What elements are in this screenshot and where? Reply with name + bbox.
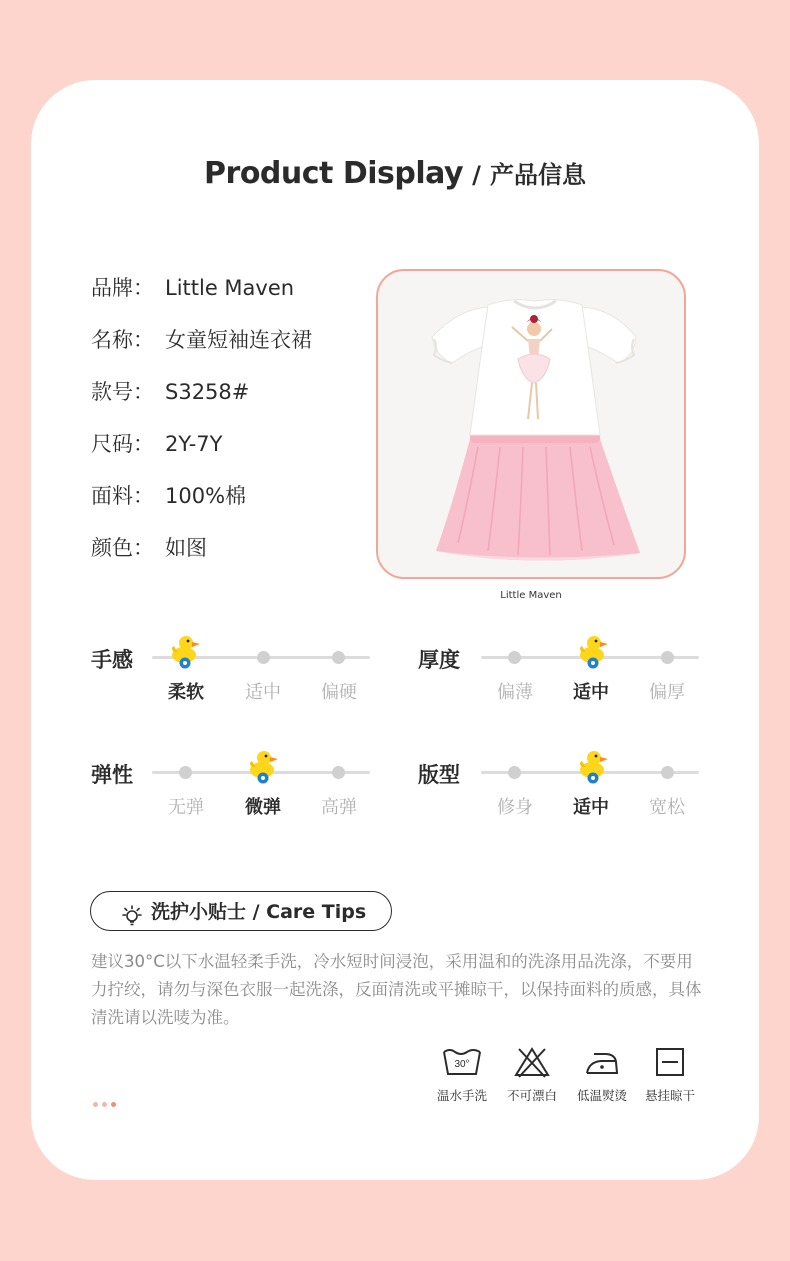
title-zh: 产品信息 <box>489 161 586 189</box>
care-item-hand-wash <box>426 1046 498 1104</box>
duck-marker-icon <box>576 632 610 670</box>
care-tips-pill <box>90 891 392 931</box>
scale-dot <box>508 766 521 779</box>
photo-caption: Little Maven <box>500 590 562 601</box>
scale-dot <box>508 651 521 664</box>
scale-dot <box>661 651 674 664</box>
info-key: 尺码： <box>91 432 154 456</box>
scale-option: 偏薄 <box>497 682 533 703</box>
care-item-no-bleach <box>496 1046 568 1104</box>
info-value: 如图 <box>165 536 207 560</box>
info-row-size <box>91 428 312 480</box>
scale-option: 适中 <box>245 682 281 703</box>
care-label: 低温熨烫 <box>576 1088 627 1103</box>
info-key: 名称： <box>91 328 154 352</box>
care-label: 温水手洗 <box>436 1088 487 1103</box>
info-value: 2Y-7Y <box>165 432 223 456</box>
scale-option: 修身 <box>497 797 533 818</box>
care-instructions: 建议30°C以下水温轻柔手洗，冷水短时间浸泡，采用温和的洗涤用品洗涤，不要用力拧绞，请勿与深色衣服一起洗涤，反面清洗或平摊晾干，以保持面料的质感，具体清洗请以洗唛为准。 <box>91 952 702 1027</box>
scale-dot <box>332 651 345 664</box>
info-row-color <box>91 532 312 584</box>
pager-dot <box>102 1102 107 1107</box>
scale-option: 无弹 <box>168 797 204 818</box>
page-title <box>0 155 790 191</box>
care-item-low-iron <box>566 1046 638 1104</box>
light-bulb-icon <box>121 901 143 941</box>
info-key: 颜色： <box>91 536 154 560</box>
info-key: 款号： <box>91 380 154 404</box>
dress-illustration <box>378 271 684 577</box>
info-key: 面料： <box>91 484 154 508</box>
low-iron-icon <box>581 1046 623 1078</box>
scale-label-hand-feel: 手感 <box>91 648 133 672</box>
hand-wash-temp: 30° <box>454 1059 470 1070</box>
info-row-fabric <box>91 480 312 532</box>
scale-option: 偏厚 <box>649 682 685 703</box>
scale-dot <box>332 766 345 779</box>
duck-marker-icon <box>246 747 280 785</box>
scale-label-thickness: 厚度 <box>418 648 460 672</box>
product-photo <box>376 269 686 579</box>
hand-wash-icon <box>441 1046 483 1078</box>
info-value: 100%棉 <box>165 484 247 508</box>
scale-dot <box>179 766 192 779</box>
scale-label-elasticity: 弹性 <box>91 763 133 787</box>
title-en: Product Display <box>204 156 464 191</box>
info-key: 品牌： <box>91 276 154 300</box>
scale-option: 微弹 <box>245 797 281 818</box>
duck-marker-icon <box>168 632 202 670</box>
scale-option: 适中 <box>573 797 609 818</box>
scale-dot <box>661 766 674 779</box>
duck-marker-icon <box>576 747 610 785</box>
pager-dot <box>93 1102 98 1107</box>
info-value: 女童短袖连衣裙 <box>165 328 312 352</box>
scale-option: 适中 <box>573 682 609 703</box>
care-label: 悬挂晾干 <box>644 1088 695 1103</box>
scale-option: 柔软 <box>168 682 204 703</box>
info-row-brand <box>91 272 312 324</box>
pager-dot-active <box>111 1102 116 1107</box>
info-row-style-number <box>91 376 312 428</box>
title-separator: / <box>472 161 481 189</box>
no-bleach-icon <box>511 1046 553 1078</box>
care-tips-title: 洗护小贴士 / Care Tips <box>151 901 367 923</box>
scale-dot <box>257 651 270 664</box>
product-info-list <box>91 272 312 584</box>
pager-dots <box>93 1092 120 1111</box>
care-label: 不可漂白 <box>506 1088 557 1103</box>
scale-option: 偏硬 <box>321 682 357 703</box>
hang-dry-icon <box>649 1046 691 1078</box>
scale-option: 高弹 <box>321 797 357 818</box>
info-row-name <box>91 324 312 376</box>
scale-option: 宽松 <box>649 797 685 818</box>
scale-label-fit: 版型 <box>418 763 460 787</box>
care-item-hang-dry <box>634 1046 706 1104</box>
info-value: S3258# <box>165 380 250 404</box>
info-value: Little Maven <box>165 276 295 300</box>
